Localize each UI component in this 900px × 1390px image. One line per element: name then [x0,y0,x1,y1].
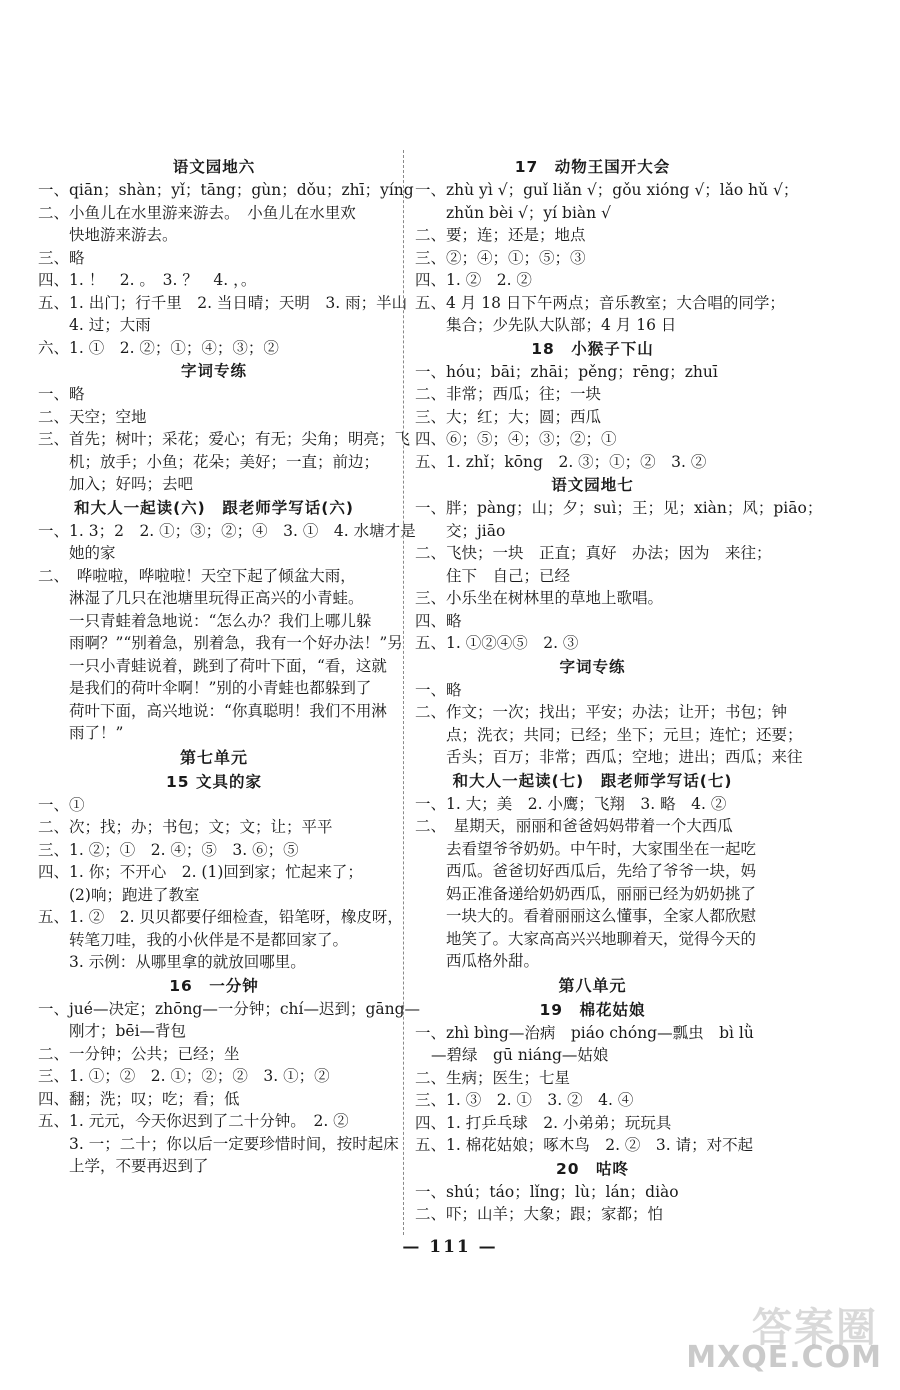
answer-line: 五、1. ①②④⑤ 2. ③ [415,634,579,652]
answer-line: 四、1. ！ 2. 。 3. ？ 4. ，。 [38,271,257,289]
answer-line-continued: 加入；好吗；去吧 [69,475,194,493]
answer-line: 二、天空；空地 [38,407,147,426]
section-title: 语文园地六 [172,158,256,176]
answer-line-continued: 一块大的。看着丽丽这么懂事，全家人都欣慰 [446,907,757,925]
answer-line-continued: 快地游来游去。 [69,226,178,244]
answer-line: 二、吓；山羊；大象；跟；家都；怕 [415,1205,664,1223]
answer-line: 二、一分钟；公共；已经；坐 [38,1044,240,1063]
answer-line: 一、① [38,795,85,814]
answer-line: 三、②；④；①；⑤；③ [415,248,586,267]
section-title: 17 动物王国开大会 [514,158,671,176]
answer-line: 一、zhù yì √；guǐ liǎn √；gǒu xióng √；lǎo hǔ √； [415,181,799,199]
answer-line: 六、1. ① 2. ②；①；④；③；② [38,338,279,357]
answer-line-continued: 荷叶下面，高兴地说：“你真聪明！我们不用淋 [69,701,387,720]
answer-line-continued: 转笔刀哇，我的小伙伴是不是都回家了。 [69,930,349,949]
answer-line: 三、略 [38,248,85,267]
unit-heading: 第八单元 [558,975,627,995]
answer-line-continued: 一只青蛙着急地说：“怎么办？我们上哪儿躲 [69,611,372,630]
answer-line: 二、非常；西瓜；往；一块 [415,385,602,403]
answer-line: 二、次；找；办；书包；文；文；让；平平 [38,818,333,836]
section-title: 16 一分钟 [169,976,259,995]
answer-line-continued: 3. 一；二十；你以后一定要珍惜时间，按时起床 [69,1134,399,1153]
section-title: 19 棉花姑娘 [539,1000,646,1019]
answer-line: 一、1. 大；美 2. 小鹰；飞翔 3. 略 4. ② [415,794,727,813]
answer-line: 三、小乐坐在树林里的草地上歌唱。 [415,589,664,607]
answer-line-continued: 淋湿了几只在池塘里玩得正高兴的小青蛙。 [69,589,364,607]
answer-line: 一、jué—决定；zhōng—一分钟；chí—迟到；gāng— [38,999,421,1018]
answer-line-continued: (2)响；跑进了教室 [69,885,200,904]
page-number: — 111 — [402,1237,498,1257]
column-divider [403,150,404,1235]
answer-line-continued: 交；jiāo [446,521,506,540]
answer-line-continued: 是我们的荷叶伞啊！”别的小青蛙也都躲到了 [69,679,372,697]
answer-line: 一、shú；táo；lǐng；lù；lán；diào [415,1182,679,1201]
answer-line: 二、飞快；一块 正直；真好 办法；因为 来往； [415,544,772,562]
answer-line: 四、1. 打乒乓球 2. 小弟弟；玩玩具 [415,1113,672,1132]
answer-line: 一、胖；pàng；山；夕；suì；王；见；xiàn；风；piāo； [415,499,823,517]
answer-line: 二、生病；医生；七星 [415,1068,571,1087]
answer-line: 五、4 月 18 日下午两点；音乐教室；大合唱的同学； [415,293,785,312]
right-column [415,155,823,1226]
answer-line: 一、略 [38,385,85,403]
answer-line-continued: 集合；少先队大队部；4 月 16 日 [446,316,677,334]
answer-line: 三、首先；树叶；采花；爱心；有无；尖角；明亮；飞 [38,430,411,448]
answer-line-continued: 4. 过；大雨 [69,316,151,334]
answer-line-continued: 雨啊？”“别着急，别着急，我有一个好办法！”另 [69,634,403,652]
answer-line-continued: —碧绿 gū niáng—姑娘 [431,1046,609,1064]
answer-line: 二、小鱼儿在水里游来游去。 小鱼儿在水里欢 [38,203,356,222]
answer-line: 五、1. ② 2. 贝贝都要仔细检查，铅笔呀，橡皮呀， [38,908,403,926]
section-title: 字词专练 [559,657,626,676]
answer-line: 五、1. 出门；行千里 2. 当日晴；天明 3. 雨；半山 [38,293,408,312]
answer-line: 一、hóu；bāi；zhāi；pěng；rēng；zhuī [415,362,718,381]
answer-line-continued: 她的家 [69,544,116,562]
answer-line: 一、zhì bìng—治病 piáo chóng—瓢虫 bì lǜ [415,1023,754,1042]
answer-line-continued: 去看望爷爷奶奶。中午时，大家围坐在一起吃 [446,839,757,858]
answer-line: 四、略 [415,611,462,630]
answer-line: 三、1. ②；① 2. ④；⑤ 3. ⑥；⑤ [38,840,299,859]
unit-heading: 第七单元 [179,747,248,767]
section-title: 字词专练 [180,362,247,380]
answer-line: 五、1. zhǐ；kōng 2. ③；①；② 3. ② [415,452,707,471]
answer-line: 一、1. 3；2 2. ①；③；②；④ 3. ① 4. 水塘才是 [38,521,416,540]
answer-line-continued: 住下 自己；已经 [446,566,571,585]
watermark-logo: 答案圈 [752,1305,878,1351]
answer-line: 五、1. 元元，今天你迟到了二十分钟。 2. ② [38,1112,349,1130]
section-title: 20 咕咚 [555,1159,630,1178]
answer-line: 四、1. 你；不开心 2. (1)回到家；忙起来了； [38,863,363,881]
answer-line-continued: 上学，不要再迟到了 [69,1157,209,1175]
answer-line: 二、 哗啦啦，哗啦啦！天空下起了倾盆大雨， [38,566,356,585]
answer-line: 一、略 [415,680,462,699]
answer-line: 二、 星期天，丽丽和爸爸妈妈带着一个大西瓜 [415,817,733,835]
left-column [38,155,421,1178]
section-title: 18 小猴子下山 [531,339,654,358]
answer-line-continued: 舌头；百万；非常；西瓜；空地；进出；西瓜；来往 [446,748,803,766]
section-title: 语文园地七 [551,476,634,494]
answer-line-continued: zhǔn bèi √；yí biàn √ [446,203,611,222]
answer-line: 二、作文；一次；找出；平安；办法；让开；书包；钟 [415,703,788,721]
section-title: 15 文具的家 [166,772,262,791]
answer-line: 一、qiān；shàn；yǐ；tāng；gùn；dǒu；zhī；yíng [38,181,414,199]
answer-line-continued: 西瓜。爸爸切好西瓜后，先给了爷爷一块，妈 [446,862,757,880]
answer-line-continued: 3. 示例：从哪里拿的就放回哪里。 [69,953,306,971]
answer-line-continued: 刚才；bēi—背包 [69,1022,187,1040]
answer-line-continued: 地笑了。大家高高兴兴地聊着天，觉得今天的 [446,929,757,948]
answer-line: 四、1. ② 2. ② [415,271,532,289]
answer-line: 三、大；红；大；圆；西瓜 [415,407,602,426]
answer-line-continued: 西瓜格外甜。 [446,952,540,970]
answer-line-continued: 妈正准备递给奶奶西瓜，丽丽已经为奶奶挑了 [446,884,757,903]
answer-line: 四、翻；洗；叹；吃；看；低 [38,1089,240,1108]
watermark-site: MXQE.COM [686,1340,882,1375]
section-title: 和大人一起读(七) 跟老师学写话(七) [452,771,733,790]
section-title: 和大人一起读(六) 跟老师学写话(六) [74,498,354,517]
answer-line: 二、要；连；还是；地点 [415,226,586,244]
answer-line-continued: 点；洗衣；共同；已经；坐下；元旦；连忙；还要； [446,725,803,744]
answer-line: 四、⑥；⑤；④；③；②；① [415,430,617,448]
answer-line-continued: 雨了！” [69,724,124,742]
answer-line-continued: 一只小青蛙说着，跳到了荷叶下面，“看，这就 [69,656,387,675]
answer-line: 三、1. ①；② 2. ①；②；② 3. ①；② [38,1067,330,1085]
answer-line-continued: 机；放手；小鱼；花朵；美好；一直；前边； [69,452,380,471]
answer-line: 五、1. 棉花姑娘；啄木鸟 2. ② 3. 请；对不起 [415,1136,754,1154]
answer-line: 三、1. ③ 2. ① 3. ② 4. ④ [415,1091,634,1109]
